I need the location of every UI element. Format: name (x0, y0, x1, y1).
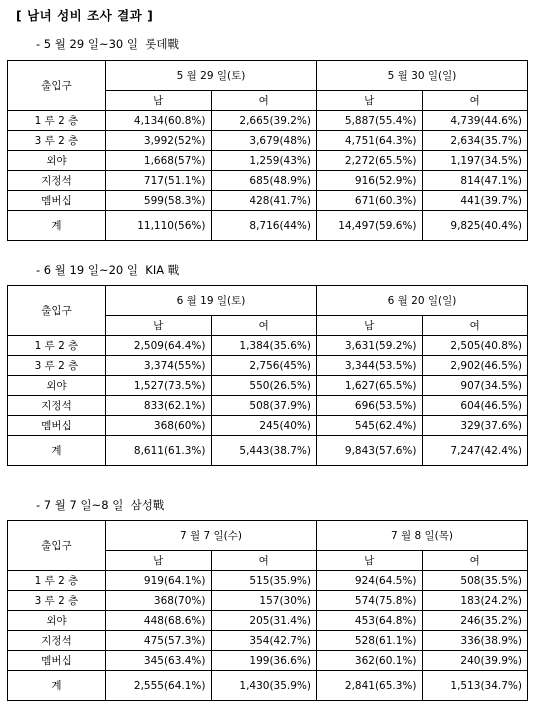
value-cell: 14,497(59.6%) (317, 211, 423, 241)
table-row (8, 376, 528, 396)
value-cell: 9,843(57.6%) (317, 436, 423, 466)
value-cell: 1,259(43%) (211, 151, 317, 171)
table-row (8, 151, 528, 171)
value-cell: 5,887(55.4%) (317, 111, 423, 131)
ratio-table-2 (7, 285, 528, 466)
value-cell: 3,374(55%) (106, 356, 212, 376)
value-cell: 2,665(39.2%) (211, 111, 317, 131)
female-header: 여 (422, 91, 528, 111)
value-cell: 329(37.6%) (422, 416, 528, 436)
table-row (8, 571, 528, 591)
total-row (8, 436, 528, 466)
value-cell: 475(57.3%) (106, 631, 212, 651)
day1-header: 7 월 7 일(수) (106, 521, 317, 551)
value-cell: 604(46.5%) (422, 396, 528, 416)
value-cell: 7,247(42.4%) (422, 436, 528, 466)
value-cell: 4,751(64.3%) (317, 131, 423, 151)
value-cell: 685(48.9%) (211, 171, 317, 191)
table-row (8, 611, 528, 631)
value-cell: 1,527(73.5%) (106, 376, 212, 396)
value-cell: 246(35.2%) (422, 611, 528, 631)
female-header: 여 (211, 91, 317, 111)
table-row (8, 191, 528, 211)
day1-header: 6 월 19 일(토) (106, 286, 317, 316)
gate-label: 외야 (8, 611, 106, 631)
table-row (8, 396, 528, 416)
section-subtitle-1: - 5 월 29 일~30 일 롯데戰 (36, 37, 180, 51)
day2-header: 5 월 30 일(일) (317, 61, 528, 91)
gate-label: 1 루 2 층 (8, 571, 106, 591)
total-row (8, 671, 528, 701)
value-cell: 245(40%) (211, 416, 317, 436)
value-cell: 199(36.6%) (211, 651, 317, 671)
value-cell: 916(52.9%) (317, 171, 423, 191)
value-cell: 441(39.7%) (422, 191, 528, 211)
value-cell: 1,513(34.7%) (422, 671, 528, 701)
gate-label: 1 루 2 층 (8, 336, 106, 356)
gate-label: 3 루 2 층 (8, 591, 106, 611)
value-cell: 2,272(65.5%) (317, 151, 423, 171)
gate-label: 외야 (8, 376, 106, 396)
value-cell: 362(60.1%) (317, 651, 423, 671)
table-row (8, 651, 528, 671)
gate-header: 출입구 (8, 61, 106, 111)
value-cell: 717(51.1%) (106, 171, 212, 191)
female-header: 여 (422, 316, 528, 336)
table-row (8, 416, 528, 436)
gate-label: 지정석 (8, 631, 106, 651)
value-cell: 2,756(45%) (211, 356, 317, 376)
value-cell: 428(41.7%) (211, 191, 317, 211)
section-subtitle-3: - 7 월 7 일~8 일 삼성戰 (36, 498, 165, 512)
value-cell: 515(35.9%) (211, 571, 317, 591)
female-header: 여 (211, 316, 317, 336)
value-cell: 696(53.5%) (317, 396, 423, 416)
value-cell: 924(64.5%) (317, 571, 423, 591)
value-cell: 528(61.1%) (317, 631, 423, 651)
value-cell: 671(60.3%) (317, 191, 423, 211)
day1-header: 5 월 29 일(토) (106, 61, 317, 91)
value-cell: 453(64.8%) (317, 611, 423, 631)
value-cell: 368(70%) (106, 591, 212, 611)
value-cell: 907(34.5%) (422, 376, 528, 396)
male-header: 남 (317, 91, 423, 111)
value-cell: 4,134(60.8%) (106, 111, 212, 131)
gate-label: 계 (8, 671, 106, 701)
value-cell: 1,668(57%) (106, 151, 212, 171)
value-cell: 354(42.7%) (211, 631, 317, 651)
gate-label: 3 루 2 층 (8, 356, 106, 376)
table-row (8, 356, 528, 376)
value-cell: 3,631(59.2%) (317, 336, 423, 356)
value-cell: 1,627(65.5%) (317, 376, 423, 396)
gate-label: 멤버십 (8, 416, 106, 436)
female-header: 여 (422, 551, 528, 571)
value-cell: 833(62.1%) (106, 396, 212, 416)
value-cell: 545(62.4%) (317, 416, 423, 436)
table-row (8, 591, 528, 611)
ratio-table-3 (7, 520, 528, 701)
value-cell: 205(31.4%) (211, 611, 317, 631)
value-cell: 814(47.1%) (422, 171, 528, 191)
male-header: 남 (106, 91, 212, 111)
value-cell: 5,443(38.7%) (211, 436, 317, 466)
value-cell: 240(39.9%) (422, 651, 528, 671)
document-title: [ 남녀 성비 조사 결과 ] (16, 8, 154, 23)
gate-label: 지정석 (8, 396, 106, 416)
value-cell: 574(75.8%) (317, 591, 423, 611)
gate-header: 출입구 (8, 286, 106, 336)
table-row (8, 171, 528, 191)
value-cell: 183(24.2%) (422, 591, 528, 611)
gate-label: 1 루 2 층 (8, 111, 106, 131)
value-cell: 2,555(64.1%) (106, 671, 212, 701)
value-cell: 2,902(46.5%) (422, 356, 528, 376)
male-header: 남 (317, 551, 423, 571)
value-cell: 8,716(44%) (211, 211, 317, 241)
gate-label: 3 루 2 층 (8, 131, 106, 151)
gate-label: 외야 (8, 151, 106, 171)
value-cell: 345(63.4%) (106, 651, 212, 671)
table-row (8, 631, 528, 651)
value-cell: 2,634(35.7%) (422, 131, 528, 151)
ratio-table-1 (7, 60, 528, 241)
value-cell: 4,739(44.6%) (422, 111, 528, 131)
value-cell: 508(37.9%) (211, 396, 317, 416)
value-cell: 508(35.5%) (422, 571, 528, 591)
gate-label: 멤버십 (8, 191, 106, 211)
value-cell: 919(64.1%) (106, 571, 212, 591)
male-header: 남 (106, 316, 212, 336)
value-cell: 9,825(40.4%) (422, 211, 528, 241)
value-cell: 3,344(53.5%) (317, 356, 423, 376)
value-cell: 368(60%) (106, 416, 212, 436)
value-cell: 448(68.6%) (106, 611, 212, 631)
value-cell: 336(38.9%) (422, 631, 528, 651)
table-row (8, 131, 528, 151)
male-header: 남 (317, 316, 423, 336)
value-cell: 2,509(64.4%) (106, 336, 212, 356)
gate-label: 계 (8, 436, 106, 466)
value-cell: 8,611(61.3%) (106, 436, 212, 466)
value-cell: 599(58.3%) (106, 191, 212, 211)
value-cell: 1,384(35.6%) (211, 336, 317, 356)
value-cell: 157(30%) (211, 591, 317, 611)
value-cell: 550(26.5%) (211, 376, 317, 396)
value-cell: 1,430(35.9%) (211, 671, 317, 701)
gate-label: 지정석 (8, 171, 106, 191)
total-row (8, 211, 528, 241)
day2-header: 6 월 20 일(일) (317, 286, 528, 316)
female-header: 여 (211, 551, 317, 571)
value-cell: 2,505(40.8%) (422, 336, 528, 356)
value-cell: 2,841(65.3%) (317, 671, 423, 701)
male-header: 남 (106, 551, 212, 571)
value-cell: 11,110(56%) (106, 211, 212, 241)
value-cell: 3,992(52%) (106, 131, 212, 151)
table-row (8, 111, 528, 131)
gate-header: 출입구 (8, 521, 106, 571)
day2-header: 7 월 8 일(목) (317, 521, 528, 551)
gate-label: 멤버십 (8, 651, 106, 671)
gate-label: 계 (8, 211, 106, 241)
value-cell: 3,679(48%) (211, 131, 317, 151)
table-row (8, 336, 528, 356)
section-subtitle-2: - 6 월 19 일~20 일 KIA 戰 (36, 263, 180, 277)
value-cell: 1,197(34.5%) (422, 151, 528, 171)
